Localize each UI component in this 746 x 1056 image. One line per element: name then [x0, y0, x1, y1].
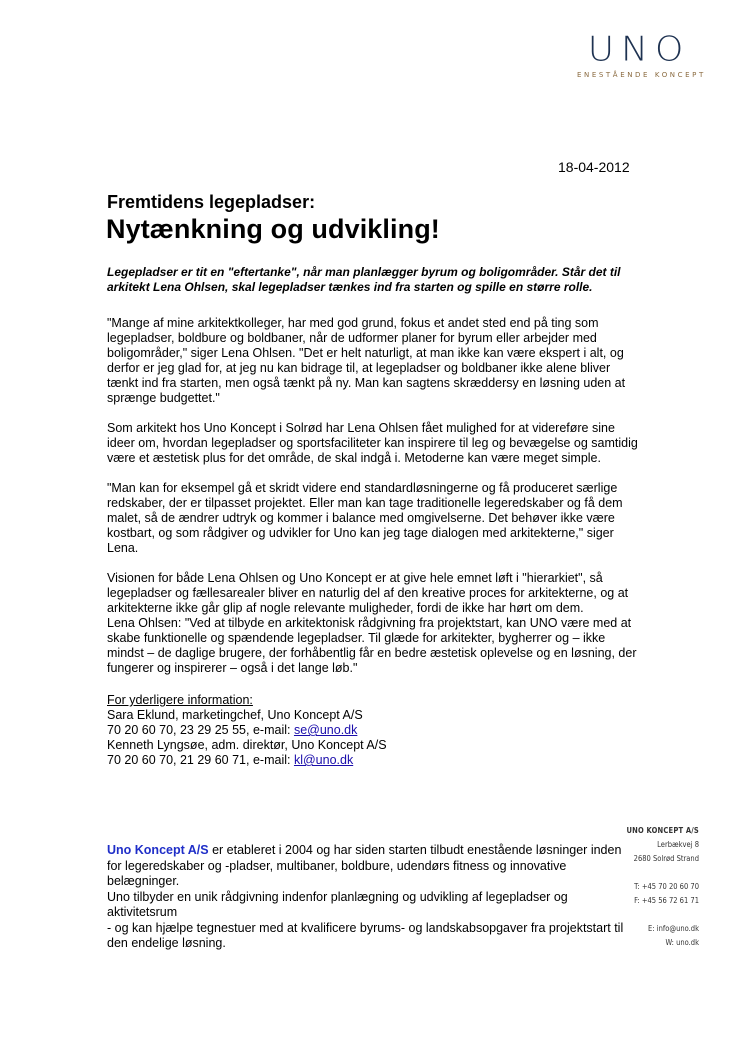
- body-paragraph: "Mange af mine arkitektkolleger, har med god grund, fokus et andet sted end på ting som legepladser, boldbure og boldbaner, når de udformer planer for byrum eller arbejder med boligområder," siger Lena Ohlsen. "Det er helt naturligt, at man ikke kan være ekspert i alt, og derfor er jeg glad for, at jeg nu kan bidrage til, at legepladser og boldbaner ikke alene bliver tænkt ind fra starten, men også tænkt på ny. Man kan sagtens skræddersy en løsning uden at sprænge budgettet.": [107, 316, 626, 405]
- email-link-1[interactable]: se@uno.dk: [293, 723, 358, 737]
- document-date: 18-04-2012: [558, 159, 630, 175]
- company-name: UNO KONCEPT A/S: [626, 826, 699, 835]
- contact-block: [107, 693, 387, 768]
- body-paragraph: Som arkitekt hos Uno Koncept i Solrød har Lena Ohlsen fået mulighed for at videreføre sine ideer om, hvordan legepladser og sportsfaciliteter kan inspirere til leg og bevægelse og samtidig være et æstetisk plus for det område, de skal indgå i. Metoderne kan være meget simple.: [107, 421, 638, 465]
- headline-kicker: Fremtidens legepladser:: [107, 192, 316, 212]
- contact-heading: For yderligere information:: [107, 693, 253, 707]
- contact-person-1: Sara Eklund, marketingchef, Uno Koncept A/S: [107, 708, 363, 722]
- article-body: [107, 316, 642, 691]
- body-paragraph: "Man kan for eksempel gå et skridt videre end standardløsningerne og få produceret særlige redskaber, der er tilpasset projektet. Eller man kan tage traditionelle legeredskaber og få dem malet, så de ændrer udtryk og kommer i balance med omgivelserne. Det behøver ikke være kostbart, og som rådgiver og udvikler for Uno kan jeg tage dialogen med arkitekterne," siger Lena.: [107, 481, 623, 555]
- company-email: E: info@uno.dk: [648, 924, 699, 933]
- uno-logo: [577, 30, 706, 79]
- headline-title: Nytænkning og udvikling!: [106, 214, 440, 244]
- about-text-3: - og kan hjælpe tegnestuer med at kvalificere byrums- og landskabsopgaver fra projektstart til den endelige løsning.: [107, 920, 624, 950]
- contact-line-2: [107, 753, 387, 768]
- body-paragraph: Lena Ohlsen: "Ved at tilbyde en arkitektonisk rådgivning fra projektstart, kan UNO være med at skabe funktionelle og spændende legepladser. Til glæde for arkitekter, bygherrer og – ikke mindst – de daglige brugere, der forhåbentlig får en bedre æstetisk oplevelse og en løsning, der fungerer og inspirerer – også i det lange løb.": [107, 616, 637, 675]
- about-text-2: Uno tilbyder en unik rådgivning indenfor planlægning og udvikling af legepladser og aktivitetsrum: [107, 889, 568, 919]
- company-web: W: uno.dk: [665, 938, 699, 947]
- company-address-block: [604, 824, 699, 950]
- contact-phone-2: 70 20 60 70, 21 29 60 71, e-mail:: [107, 753, 294, 767]
- logo-tagline: ENESTÅENDE KONCEPT: [577, 71, 706, 79]
- company-fax: F: +45 56 72 61 71: [634, 896, 699, 905]
- contact-line-1: [107, 723, 387, 738]
- body-paragraph: Visionen for både Lena Ohlsen og Uno Koncept er at give hele emnet løft i "hierarkiet", så legepladser og fællesarealer bliver en naturlig del af den kreative proces for arkitekterne, og at arkitekterne ikke går glip af nogle relevante muligheder, fordi de ikke har hørt om dem.: [107, 571, 629, 615]
- email-link-2[interactable]: kl@uno.dk: [293, 753, 354, 767]
- about-company: [107, 843, 627, 952]
- company-city: 2680 Solrød Strand: [633, 854, 699, 863]
- company-phone: T: +45 70 20 60 70: [634, 882, 699, 891]
- lead-paragraph: Legepladser er tit en "eftertanke", når man planlægger byrum og boligområder. Står det til arkitekt Lena Ohlsen, skal legepladser tænkes ind fra starten og spille en større rolle.: [107, 265, 621, 294]
- brand-name: Uno Koncept A/S: [107, 843, 209, 857]
- about-line-1: [107, 843, 627, 890]
- contact-person-2: Kenneth Lyngsøe, adm. direktør, Uno Koncept A/S: [107, 738, 387, 752]
- company-street: Lerbækvej 8: [657, 840, 699, 849]
- logo-wordmark: UNO: [587, 30, 691, 69]
- about-text-1: er etableret i 2004 og har siden starten tilbudt enestående løsninger inden for legeredskaber og -pladser, multibaner, boldbure, udendørs fitness og innovative belægninger.: [107, 843, 622, 888]
- contact-phone-1: 70 20 60 70, 23 29 25 55, e-mail:: [107, 723, 294, 737]
